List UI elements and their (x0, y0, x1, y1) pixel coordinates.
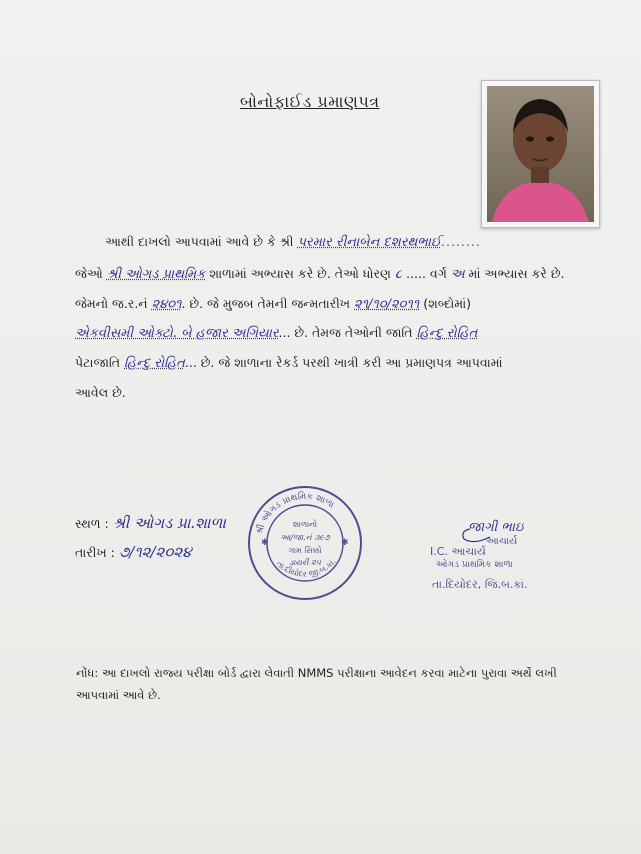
line3-prefix: જેમનો જ.ર.નં (75, 296, 148, 311)
principal-signature (430, 515, 560, 595)
stamp-bottom-text: તા.દીયોદર જી.બ.કાં. (274, 557, 338, 579)
principal-school: ઓગડ પ્રાથમિક શાળા (436, 560, 513, 570)
stamp-line-3: ગામ સિક્કો (288, 546, 322, 555)
principal-role: આચાર્ય (486, 536, 518, 547)
ic-principal: I.C. આચાર્ય (430, 545, 486, 558)
signature-block (430, 515, 560, 599)
school-stamp (245, 483, 365, 603)
stamp-star-right: ✱ (341, 538, 349, 548)
line-6: આવેલ છે. (75, 385, 126, 400)
student-photo-image (482, 81, 599, 227)
line5-prefix: પેટાજાતિ (75, 355, 121, 370)
grade-value: ૮ (394, 267, 403, 282)
subcaste-value: હિન્દુ રોહિત (124, 356, 185, 371)
line3-middle: . છે. જે મુજબ તેમની જન્મતારીખ (181, 296, 351, 311)
place-label: સ્થળ : (75, 516, 109, 531)
student-photo (481, 80, 600, 228)
birth-date-words: એકવીસમી ઓક્ટો. બે હજાર અગિયાર (75, 326, 279, 341)
stamp-line-1: શાળાનો (292, 520, 318, 529)
register-number: ૨૪૦૧ (151, 297, 182, 312)
nmms-note: નોંધ: આ દાખલો રાજ્ય પરીક્ષા બોર્ડ દ્વારા લેવાતી NMMS પરીક્ષાના આવેદન કરવા માટેના પુરાવા અર્થે લખી આપવામાં આવે છે. (76, 666, 557, 702)
stamp-line-4: ડાયરી ૨૫ (289, 558, 321, 567)
line2-middle: શાળામાં અભ્યાસ કરે છે. તેઓ ધોરણ (209, 266, 391, 281)
school-name: શ્રી ઓગડ પ્રાથમિક (106, 267, 206, 282)
line5-suffix: ... છે. જે શાળાના રેકર્ડ પરથી ખાત્રી કરી આ પ્રમાણપત્ર આપવામાં (184, 355, 503, 370)
line1-dots: ........ (441, 234, 481, 249)
stamp-line-2: આ/જા.નં ૩૯૭ (280, 533, 330, 542)
line-5 (75, 355, 503, 371)
place-row (75, 514, 226, 532)
stamp-star-left: ✱ (261, 538, 269, 548)
line2-suffix: માં અભ્યાસ કરે છે. (468, 266, 565, 281)
birth-date: ૨૧/૧૦/૨૦૧૧ (354, 297, 420, 312)
place-value: શ્રી ઓગડ પ્રા.શાળા (112, 514, 226, 532)
line-4 (75, 325, 477, 341)
signature-text: જાગી ભાઇ (468, 520, 524, 535)
caste-value: હિન્દુ રોહિત (416, 326, 478, 341)
date-value: ૭/૧૨/૨૦૨૪ (118, 543, 192, 561)
line3-suffix: (શબ્દોમાં) (423, 296, 472, 311)
date-row (75, 543, 191, 561)
principal-location: તા.દિયોદર, જિ.બ.કાં. (432, 578, 528, 591)
division-value: અ (450, 267, 465, 282)
class-label: ..... વર્ગ (406, 266, 447, 281)
certificate-title: બોનોફાઈડ પ્રમાણપત્ર (240, 92, 380, 111)
line2-prefix: જેઓ (75, 266, 103, 281)
line4-middle: ... છે. તેમજ તેઓની જાતિ (278, 325, 413, 340)
line-3 (75, 296, 471, 312)
date-label: તારીખ : (75, 545, 115, 560)
stamp-outer-text: શ્રી ઓગડ પ્રાથમિક શાળા (254, 491, 336, 536)
line-2 (75, 266, 564, 282)
line-1 (105, 234, 481, 250)
student-name: પરમાર રીનાબેન દશરથભાઈ (297, 235, 442, 250)
line1-prefix: આથી દાખલો આપવામાં આવે છે કે શ્રી (105, 234, 294, 249)
